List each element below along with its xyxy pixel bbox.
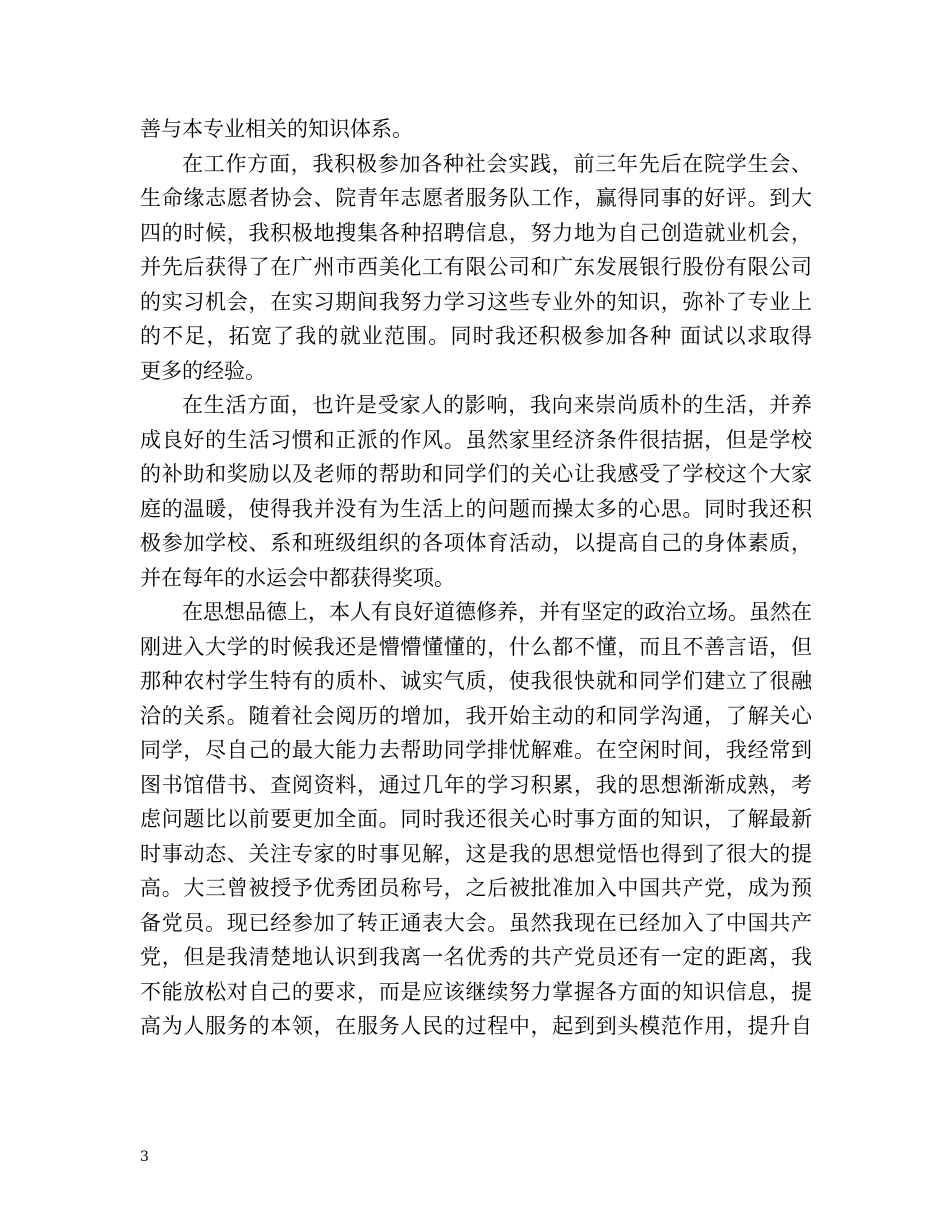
text-line: 在工作方面，我积极参加各种社会实践，前三年先后在院学生会、 [182,151,812,176]
text-line: 善与本专业相关的知识体系。 [140,117,413,141]
text-line: 图书馆借书、查阅资料，通过几年的学习积累，我的思想渐渐成熟，考 [140,772,812,797]
text-line: 备党员。现已经参加了转正通表大会。虽然我现在已经加入了中国共产 [140,910,812,935]
text-line: 极参加学校、系和班级组织的各项体育活动，以提高自己的身体素质， [140,531,812,555]
text-line: 刚进入大学的时候我还是懵懵懂懂的，什么都不懂，而且不善言语，但 [140,634,812,659]
text-line: 成良好的生活习惯和正派的作风。虽然家里经济条件很拮据，但是学校 [140,427,812,452]
text-line: 四的时候，我积极地搜集各种招聘信息，努力地为自己创造就业机会， [140,220,812,245]
text-line: 高为人服务的本领，在服务人民的过程中，起到到头模范作用，提升自 [140,1014,812,1038]
text-line: 那种农村学生特有的质朴、诚实气质，使我很快就和同学们建立了很融 [140,669,812,693]
text-line: 的补助和奖励以及老师的帮助和同学们的关心让我感受了学校这个大家 [140,462,812,486]
text-line: 并在每年的水运会中都获得奖项。 [140,565,455,590]
text-line: 高。大三曾被授予优秀团员称号，之后被批准加入中国共产党，成为预 [140,876,812,900]
text-line: 不能放松对自己的要求，而是应该继续努力掌握各方面的知识信息，提 [140,979,812,1004]
text-line: 并先后获得了在广州市西美化工有限公司和广东发展银行股份有限公司 [140,255,812,279]
page-number: 3 [140,1149,149,1165]
text-line: 的不足，拓宽了我的就业范围。同时我还积极参加各种 面试以求取得 [140,324,812,348]
text-line: 时事动态、关注专家的时事见解，这是我的思想觉悟也得到了很大的提 [140,841,812,866]
body-text [140,112,812,1044]
text-line: 更多的经验。 [140,358,266,383]
text-line: 虑问题比以前要更加全面。同时我还很关心时事方面的知识，了解最新 [140,807,812,831]
text-line: 同学，尽自己的最大能力去帮助同学排忧解难。在空闲时间，我经常到 [140,738,812,762]
text-line: 洽的关系。随着社会阅历的增加，我开始主动的和同学沟通，了解关心 [140,703,812,728]
text-line: 生命缘志愿者协会、院青年志愿者服务队工作，赢得同事的好评。到大 [140,186,812,210]
text-line: 庭的温暖，使得我并没有为生活上的问题而操太多的心思。同时我还积 [140,496,812,521]
text-line: 的实习机会，在实习期间我努力学习这些专业外的知识，弥补了专业上 [140,289,812,314]
text-line: 在思想品德上，本人有良好道德修养，并有坚定的政治立场。虽然在 [182,600,812,624]
text-line: 党，但是我清楚地认识到我离一名优秀的共产党员还有一定的距离，我 [140,945,812,969]
text-line: 在生活方面，也许是受家人的影响，我向来崇尚质朴的生活，并养 [182,393,812,417]
